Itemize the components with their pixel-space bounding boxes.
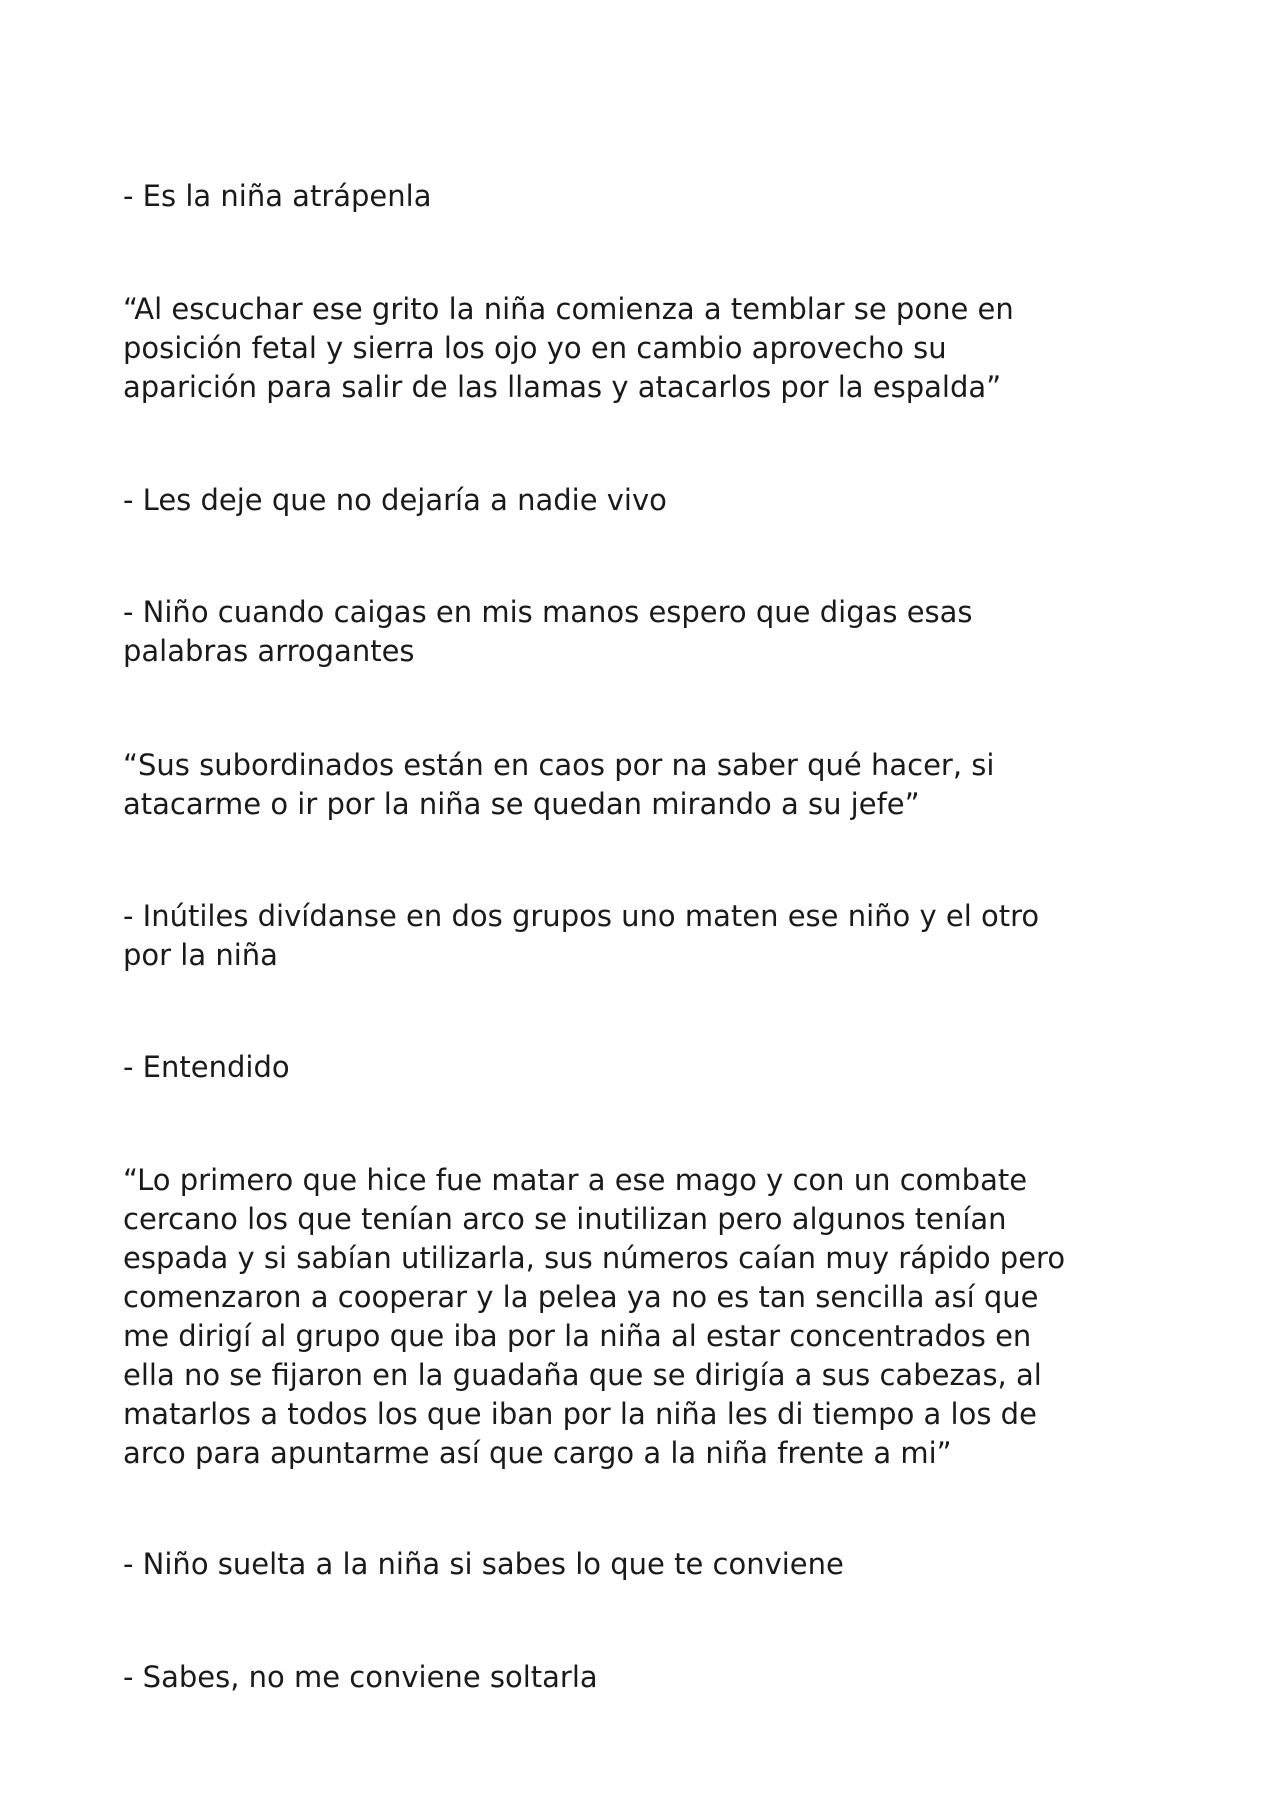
text-line: aparición para salir de las llamas y atacarlos por la espalda” [123,370,1002,404]
narration-paragraph [123,290,1163,407]
text-line: palabras arrogantes [123,634,415,668]
text-line: espada y si sabían utilizarla, sus números caían muy rápido pero [123,1241,1066,1275]
narration-paragraph [123,746,1163,824]
text-line: comenzaron a cooperar y la pelea ya no es tan sencilla así que [123,1280,1039,1314]
text-line: matarlos a todos los que iban por la niña les di tiempo a los de [123,1397,1037,1431]
text-line: “Lo primero que hice fue matar a ese mago y con un combate [123,1163,1028,1197]
dialogue-line [123,1658,1163,1697]
dialogue-line [123,1545,1163,1584]
text-line: - Niño cuando caigas en mis manos espero que digas esas [123,595,973,629]
text-line: arco para apuntarme así que cargo a la niña frente a mi” [123,1436,952,1470]
narration-paragraph [123,1161,1163,1473]
dialogue-line [123,481,1163,520]
text-line: - Es la niña atrápenla [123,179,432,213]
text-line: - Sabes, no me conviene soltarla [123,1660,598,1694]
dialogue-line [123,1048,1163,1087]
text-line: posición fetal y sierra los ojo yo en cambio aprovecho su [123,331,947,365]
dialogue-line [123,593,1163,671]
dialogue-line [123,897,1163,975]
text-line: “Al escuchar ese grito la niña comienza a temblar se pone en [123,292,1014,326]
text-line: cercano los que tenían arco se inutilizan pero algunos tenían [123,1202,1007,1236]
text-line: me dirigí al grupo que iba por la niña al estar concentrados en [123,1319,1032,1353]
text-line: ella no se fijaron en la guadaña que se dirigía a sus cabezas, al [123,1358,1042,1392]
dialogue-line [123,177,1163,216]
text-line: “Sus subordinados están en caos por na saber qué hacer, si [123,748,995,782]
text-line: - Inútiles divídanse en dos grupos uno maten ese niño y el otro [123,899,1040,933]
text-line: - Niño suelta a la niña si sabes lo que te conviene [123,1547,844,1581]
text-line: - Les deje que no dejaría a nadie vivo [123,483,667,517]
text-line: por la niña [123,938,278,972]
text-line: atacarme o ir por la niña se quedan mirando a su jefe” [123,787,920,821]
text-line: - Entendido [123,1050,290,1084]
